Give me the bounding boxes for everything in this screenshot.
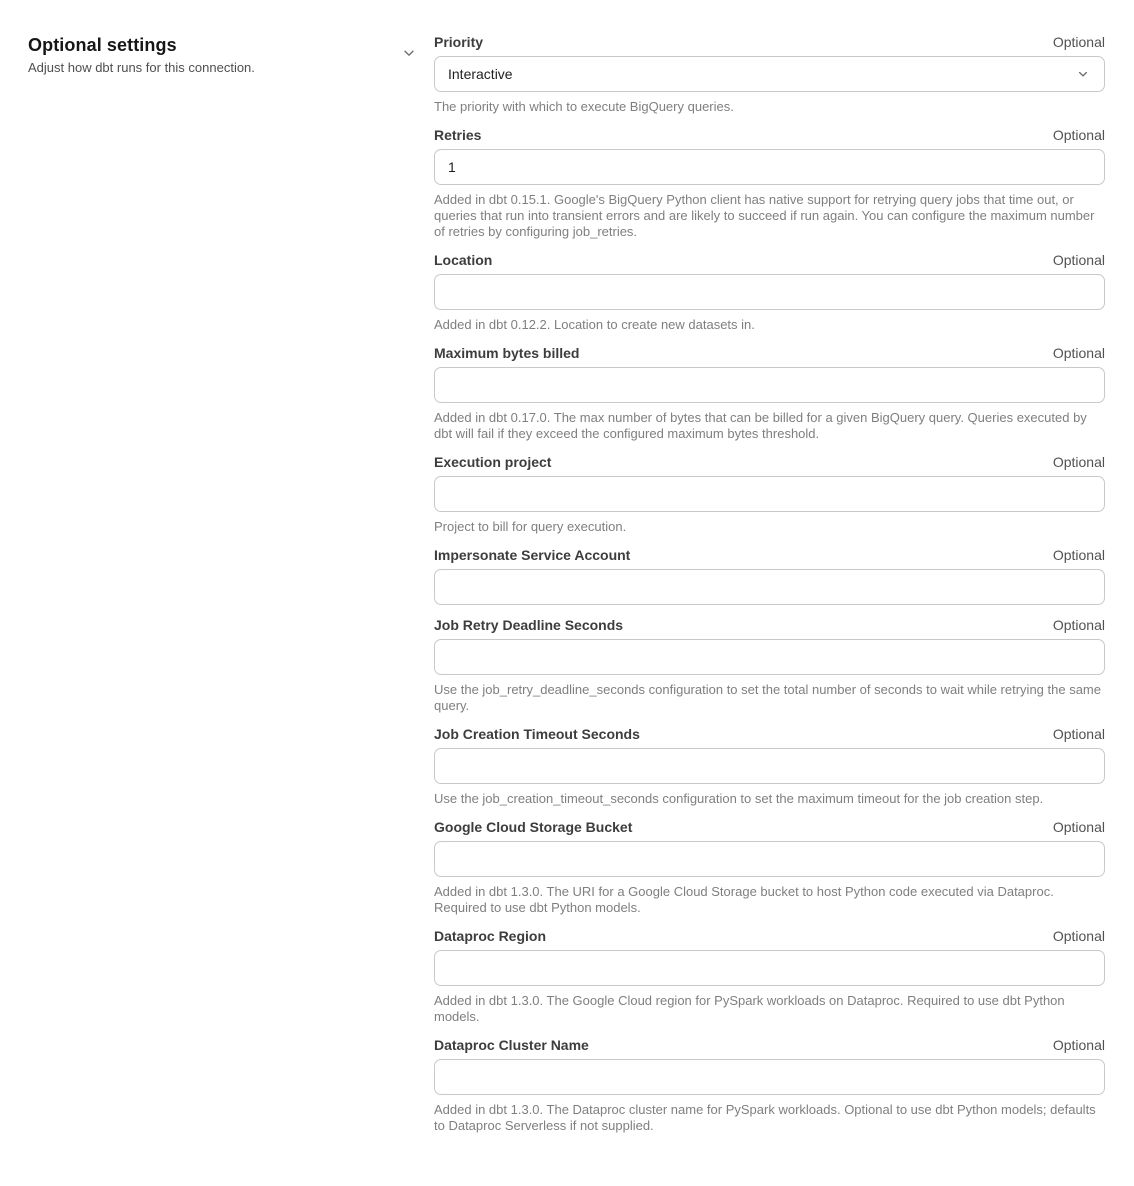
location-helper-text: Added in dbt 0.12.2. Location to create new datasets in. xyxy=(434,317,755,332)
optional-badge: Optional xyxy=(1052,819,1105,835)
section-description xyxy=(28,34,420,76)
job-retry-deadline-seconds-input[interactable] xyxy=(434,639,1105,675)
optional-badge: Optional xyxy=(1052,928,1105,944)
execution-project-helper-text: Project to bill for query execution. xyxy=(434,519,627,534)
job-creation-timeout-seconds-label: Job Creation Timeout Seconds xyxy=(434,726,640,742)
optional-badge: Optional xyxy=(1052,252,1105,268)
field-header xyxy=(434,617,1105,633)
google-cloud-storage-bucket-helper-text: Added in dbt 1.3.0. The URI for a Google Cloud Storage bucket to host Python code executed via Dataproc. Required to use dbt Python models. xyxy=(434,884,1054,915)
dataproc-region-helper-text: Added in dbt 1.3.0. The Google Cloud region for PySpark workloads on Dataproc. Required to use dbt Python models. xyxy=(434,993,1065,1024)
maximum-bytes-billed-helper-text: Added in dbt 0.17.0. The max number of bytes that can be billed for a given BigQuery query. Queries executed by dbt will fail if they exceed the configured maximum bytes threshold. xyxy=(434,410,1087,441)
field-retries xyxy=(434,127,1105,240)
retries-label: Retries xyxy=(434,127,482,143)
field-maximum-bytes-billed xyxy=(434,345,1105,442)
field-header xyxy=(434,454,1105,470)
field-header xyxy=(434,345,1105,361)
field-header xyxy=(434,819,1105,835)
section-title: Optional settings xyxy=(28,35,177,55)
field-job-creation-timeout-seconds xyxy=(434,726,1105,807)
dataproc-cluster-name-input[interactable] xyxy=(434,1059,1105,1095)
section-heading-block xyxy=(28,34,255,76)
optional-badge: Optional xyxy=(1052,617,1105,633)
priority-label: Priority xyxy=(434,34,484,50)
execution-project-label: Execution project xyxy=(434,454,552,470)
optional-badge: Optional xyxy=(1052,726,1105,742)
section-subtitle: Adjust how dbt runs for this connection. xyxy=(28,60,255,75)
priority-select[interactable] xyxy=(434,56,1105,92)
maximum-bytes-billed-label: Maximum bytes billed xyxy=(434,345,580,361)
field-priority xyxy=(434,34,1105,115)
field-job-retry-deadline-seconds xyxy=(434,617,1105,714)
dataproc-region-input[interactable] xyxy=(434,950,1105,986)
field-header xyxy=(434,34,1105,50)
dataproc-cluster-name-label: Dataproc Cluster Name xyxy=(434,1037,589,1053)
google-cloud-storage-bucket-input[interactable] xyxy=(434,841,1105,877)
field-dataproc-cluster-name xyxy=(434,1037,1105,1134)
chevron-down-icon xyxy=(1077,68,1089,80)
dataproc-cluster-name-helper-text: Added in dbt 1.3.0. The Dataproc cluster name for PySpark workloads. Optional to use dbt Python models; defaults to Dataproc Serverless if not supplied. xyxy=(434,1102,1096,1133)
field-header xyxy=(434,1037,1105,1053)
priority-selected-value: Interactive xyxy=(448,66,513,82)
field-location xyxy=(434,252,1105,333)
job-creation-timeout-seconds-input[interactable] xyxy=(434,748,1105,784)
field-impersonate-service-account xyxy=(434,547,1105,605)
job-retry-deadline-seconds-helper-text: Use the job_retry_deadline_seconds configuration to set the total number of seconds to wait while retrying the same query. xyxy=(434,682,1101,713)
impersonate-service-account-input[interactable] xyxy=(434,569,1105,605)
field-header xyxy=(434,726,1105,742)
google-cloud-storage-bucket-label: Google Cloud Storage Bucket xyxy=(434,819,633,835)
job-creation-timeout-seconds-helper-text: Use the job_creation_timeout_seconds configuration to set the maximum timeout for the job creation step. xyxy=(434,791,1044,806)
job-retry-deadline-seconds-label: Job Retry Deadline Seconds xyxy=(434,617,624,633)
field-header xyxy=(434,928,1105,944)
field-google-cloud-storage-bucket xyxy=(434,819,1105,916)
optional-settings-section xyxy=(28,34,1105,1146)
retries-helper-text: Added in dbt 0.15.1. Google's BigQuery Python client has native support for retrying query jobs that time out, or queries that run into transient errors and are likely to succeed if run again. You can configure the maximum number of retries by configuring job_retries. xyxy=(434,192,1095,239)
maximum-bytes-billed-input[interactable] xyxy=(434,367,1105,403)
section-collapse-button[interactable] xyxy=(398,42,420,64)
field-header xyxy=(434,127,1105,143)
retries-input[interactable] xyxy=(434,149,1105,185)
location-label: Location xyxy=(434,252,493,268)
impersonate-service-account-label: Impersonate Service Account xyxy=(434,547,631,563)
optional-badge: Optional xyxy=(1052,547,1105,563)
field-dataproc-region xyxy=(434,928,1105,1025)
optional-settings-form xyxy=(434,34,1105,1146)
optional-badge: Optional xyxy=(1052,345,1105,361)
field-header xyxy=(434,252,1105,268)
optional-badge: Optional xyxy=(1052,127,1105,143)
optional-badge: Optional xyxy=(1052,34,1105,50)
field-header xyxy=(434,547,1105,563)
priority-helper-text: The priority with which to execute BigQuery queries. xyxy=(434,99,734,114)
field-execution-project xyxy=(434,454,1105,535)
chevron-down-icon xyxy=(402,48,416,63)
location-input[interactable] xyxy=(434,274,1105,310)
execution-project-input[interactable] xyxy=(434,476,1105,512)
optional-badge: Optional xyxy=(1052,1037,1105,1053)
dataproc-region-label: Dataproc Region xyxy=(434,928,547,944)
optional-badge: Optional xyxy=(1052,454,1105,470)
